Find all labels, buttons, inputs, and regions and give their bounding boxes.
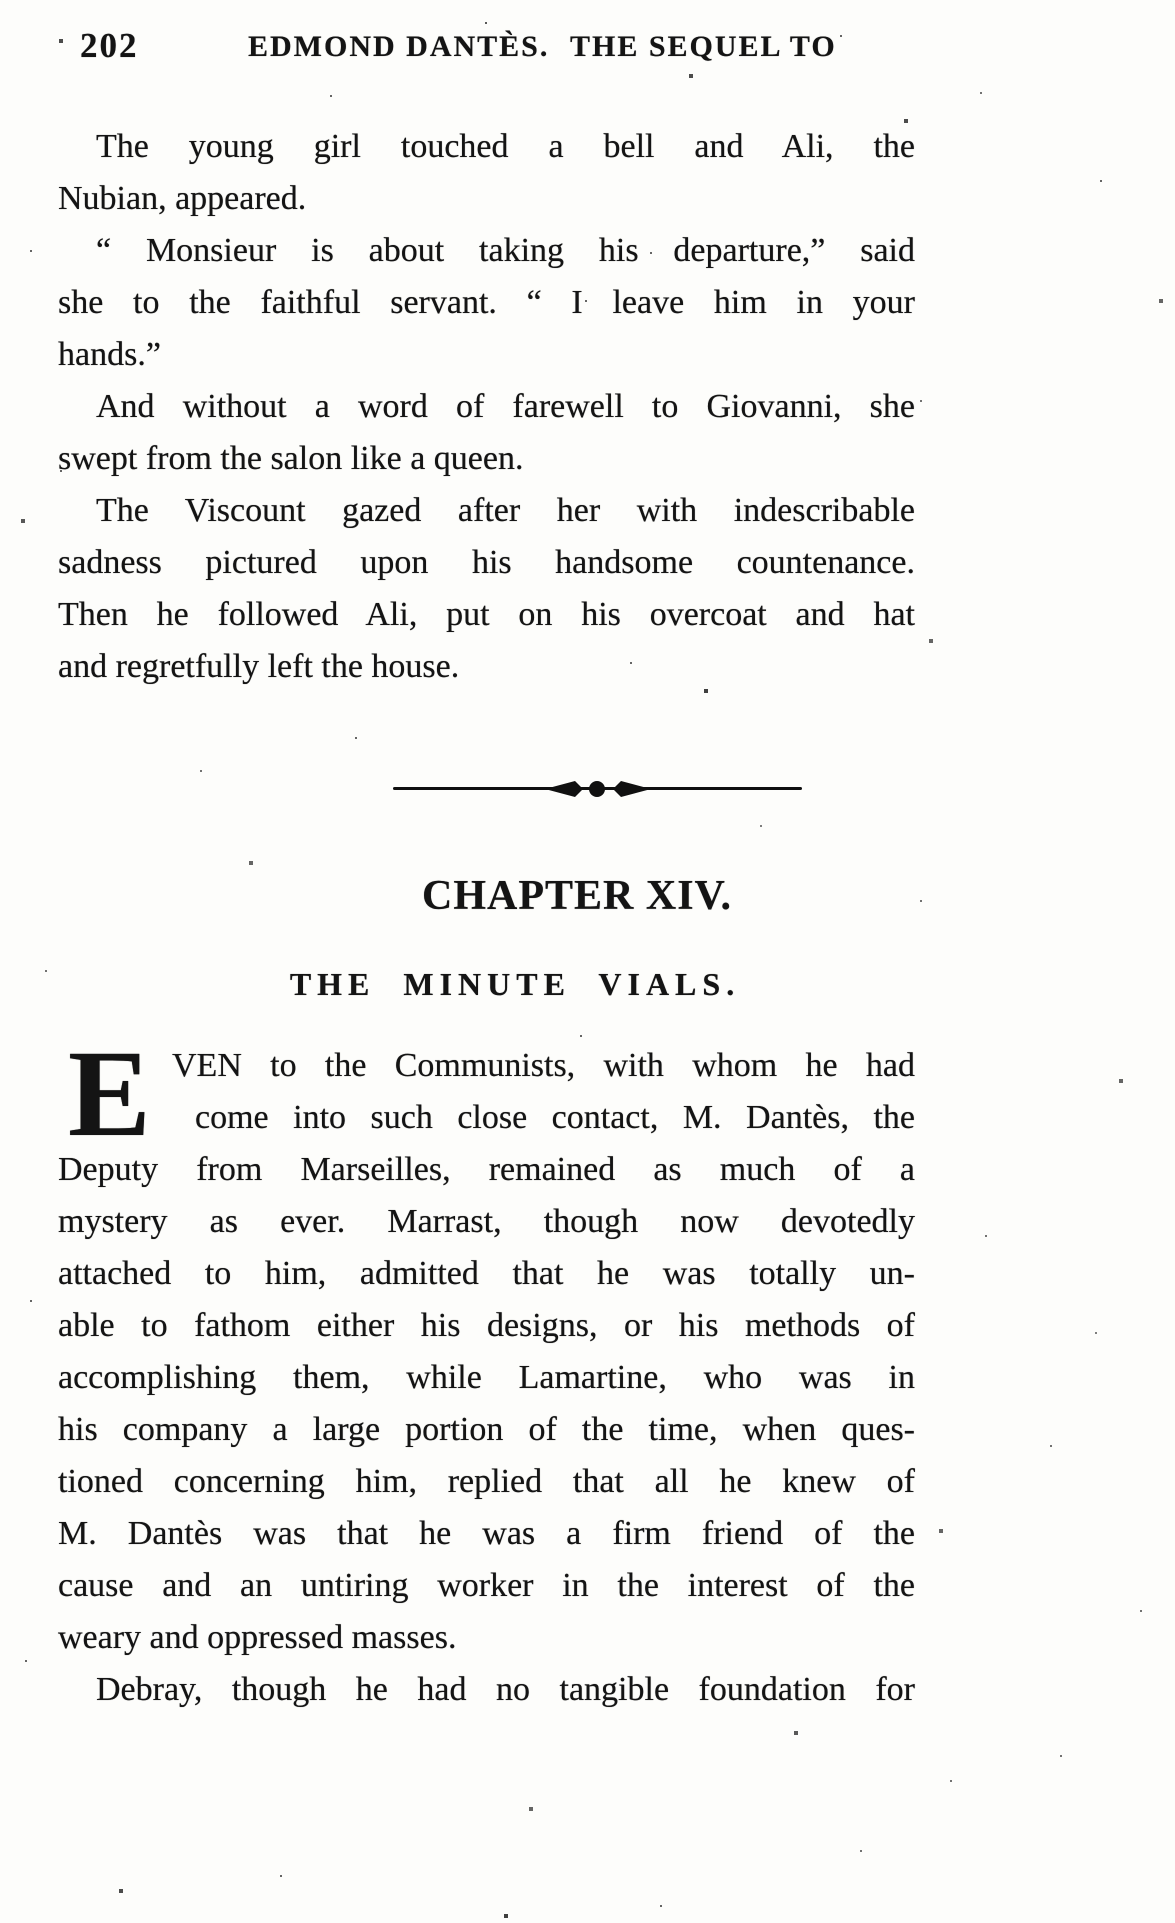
running-header: [0, 24, 1175, 70]
paragraph: [58, 485, 915, 693]
text-line: VEN to the Communists, with whom he had: [172, 1047, 915, 1084]
upper-paragraphs: [58, 121, 915, 693]
paragraph: [58, 121, 915, 225]
text-line: attached to him, admitted that he was totally un-: [58, 1255, 915, 1292]
text-line: Then he followed Ali, put on his overcoat and hat: [58, 596, 915, 633]
text-line: The young girl touched a bell and Ali, the: [96, 128, 915, 165]
text-line: Nubian, appeared.: [58, 180, 307, 217]
running-title-series: THE SEQUEL TO: [570, 30, 837, 63]
running-title-book: EDMOND DANTÈS.: [248, 30, 550, 63]
text-line: his company a large portion of the time, when ques-: [58, 1411, 915, 1448]
chapter-heading: CHAPTER XIV.: [422, 873, 732, 919]
text-line: hands.”: [58, 336, 161, 373]
text-line: swept from the salon like a queen.: [58, 440, 524, 477]
text-line: And without a word of farewell to Giovanni, she: [96, 388, 915, 425]
text-line: mystery as ever. Marrast, though now devotedly: [58, 1203, 915, 1240]
drop-cap-letter: E: [68, 1025, 151, 1162]
text-line: The Viscount gazed after her with indescribable: [96, 492, 915, 529]
paragraph: [58, 1664, 915, 1716]
text-line: sadness pictured upon his handsome countenance.: [58, 544, 915, 581]
paragraph: [58, 225, 915, 381]
text-line: M. Dantès was that he was a firm friend of the: [58, 1515, 915, 1552]
text-line: able to fathom either his designs, or his methods of: [58, 1307, 915, 1344]
text-line: come into such close contact, M. Dantès, the: [195, 1099, 915, 1136]
text-line: Deputy from Marseilles, remained as much of a: [58, 1151, 915, 1188]
scan-noise-speckles: [0, 0, 2, 2]
text-line: Debray, though he had no tangible foundation for: [96, 1671, 915, 1708]
chapter-paragraphs: [58, 1025, 915, 1716]
text-line: weary and oppressed masses.: [58, 1619, 457, 1656]
paragraph: [58, 381, 915, 485]
text-line: cause and an untiring worker in the interest of the: [58, 1567, 915, 1604]
paragraph: [58, 1025, 915, 1664]
page-number: 202: [80, 26, 139, 65]
text-line: accomplishing them, while Lamartine, who was in: [58, 1359, 915, 1396]
text-line: she to the faithful servant. “ I leave him in your: [58, 284, 915, 321]
chapter-subheading: THE MINUTE VIALS.: [289, 966, 741, 1002]
section-divider: [393, 772, 802, 806]
text-line: and regretfully left the house.: [58, 648, 460, 685]
text-line: “ Monsieur is about taking his departure,” said: [96, 232, 915, 269]
text-line: tioned concerning him, replied that all he knew of: [58, 1463, 915, 1500]
divider-ornament-icon: [545, 776, 651, 802]
